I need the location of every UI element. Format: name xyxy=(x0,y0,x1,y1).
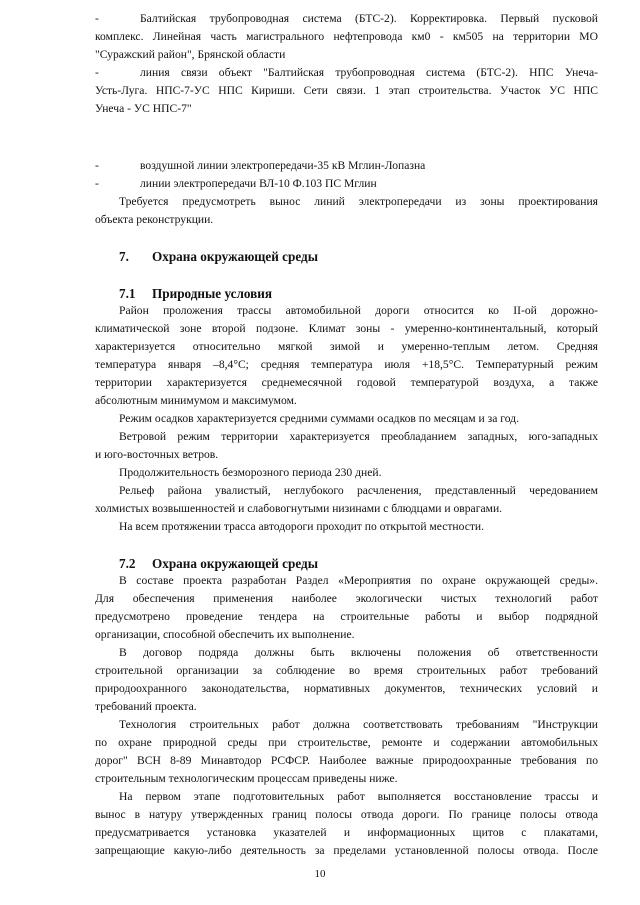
page-number: 10 xyxy=(314,868,326,880)
text-line: Технология строительных работ должна соответствовать требованиям "Инструкции xyxy=(119,718,598,731)
text-line: предусматривается установка указателей и информационных щитов с плакатами, xyxy=(95,826,598,839)
subsection-title: Природные условия xyxy=(152,286,273,301)
subsection-title: Охрана окружающей среды xyxy=(152,556,318,571)
text-line: дорог" ВСН 8-89 Минавтодор РСФСР. Наиболее важные природоохранные требования по xyxy=(95,754,598,767)
text-line: На всем протяжении трасса автодороги проходит по открытой местности. xyxy=(119,520,485,533)
subsection-number: 7.2 xyxy=(119,556,136,571)
subsection-number: 7.1 xyxy=(119,286,136,301)
text-line: Рельеф района увалистый, неглубокого расчленения, представленный чередованием xyxy=(119,484,598,497)
text-line: Усть-Луга. НПС-7-УС НПС Кириши. Сети связи. 1 этап строительства. Участок УС НПС xyxy=(95,84,598,97)
text-line: требований проекта. xyxy=(95,700,197,713)
section-number: 7. xyxy=(119,249,129,264)
text-line: В договор подряда должны быть включены положения об ответственности xyxy=(119,646,598,659)
section-title: Охрана окружающей среды xyxy=(152,249,318,264)
text-line: климатической зоне второй подзоне. Климат зоны - умеренно-континентальный, который xyxy=(95,322,598,335)
text-line: природоохранного законодательства, нормативных документов, технических условий и xyxy=(95,682,598,695)
text-line: строительной организации за соблюдение во время строительных работ требований xyxy=(95,664,598,677)
text-line: предусмотрено проведение тендера на строительные работы и выбор подрядной xyxy=(95,610,598,623)
text-line: Для обеспечения применения наиболее экологически чистых технологий работ xyxy=(95,592,598,605)
text-line: Режим осадков характеризуется средними суммами осадков по месяцам и за год. xyxy=(119,412,519,425)
text-line: На первом этапе подготовительных работ выполняется восстановление трассы и xyxy=(119,790,598,803)
text-line: строительным технологическим процессам приведены ниже. xyxy=(95,772,398,785)
text-line: абсолютным минимумом и максимумом. xyxy=(95,394,297,407)
text-line: температура января –8,4°С; средняя температура июля +18,5°С. Температурный режим xyxy=(95,358,598,371)
text-line: Продолжительность безморозного периода 230 дней. xyxy=(119,466,382,479)
text-line: характеризуется относительно мягкой зимой и умеренно-теплым летом. Средняя xyxy=(95,340,598,353)
text-line: комплекс. Линейная часть магистрального нефтепровода км0 - км505 на территории МО xyxy=(95,30,598,43)
text-line: территории характеризуется среднемесячной годовой температурой воздуха, а также xyxy=(95,376,598,389)
text-line: Район проложения трассы автомобильной дороги относится ко II-ой дорожно- xyxy=(119,304,598,317)
text-line: линия связи объект "Балтийская трубопроводная система (БТС-2). НПС Унеча- xyxy=(140,66,598,79)
text-line: организации, способной обеспечить их выполнение. xyxy=(95,628,355,641)
text-line: запрещающие какую-либо деятельность за пределами установленной полосы отвода. После xyxy=(95,844,598,857)
text-line: Требуется предусмотреть вынос линий электропередачи из зоны проектирования xyxy=(119,195,598,208)
text-line: и юго-восточных ветров. xyxy=(95,448,219,461)
bullet-dash: - xyxy=(95,177,99,190)
text-line: Унеча - УС НПС-7" xyxy=(95,102,192,115)
text-line: по охране природной среды при строительстве, ремонте и содержании автомобильных xyxy=(95,736,598,749)
text-line: Ветровой режим территории характеризуется преобладанием западных, юго-западных xyxy=(119,430,598,443)
text-line: объекта реконструкции. xyxy=(95,213,214,226)
text-line: В составе проекта разработан Раздел «Мероприятия по охране окружающей среды». xyxy=(119,574,598,587)
text-line: Балтийская трубопроводная система (БТС-2). Корректировка. Первый пусковой xyxy=(140,12,598,25)
text-line: "Суражский район", Брянской области xyxy=(95,48,286,61)
text-line: вынос в натуру утвержденных границ полосы отвода дороги. По границе полосы отвода xyxy=(95,808,598,821)
text-line: холмистых возвышенностей и слабовогнутыми низинами с блюдцами и оврагами. xyxy=(95,502,503,515)
text-line: воздушной линии электропередачи-35 кВ Мглин-Лопазна xyxy=(140,159,426,172)
text-line: линии электропередачи ВЛ-10 Ф.103 ПС Мглин xyxy=(140,177,377,190)
bullet-dash: - xyxy=(95,159,99,172)
bullet-dash: - xyxy=(95,66,99,79)
bullet-dash: - xyxy=(95,12,99,25)
